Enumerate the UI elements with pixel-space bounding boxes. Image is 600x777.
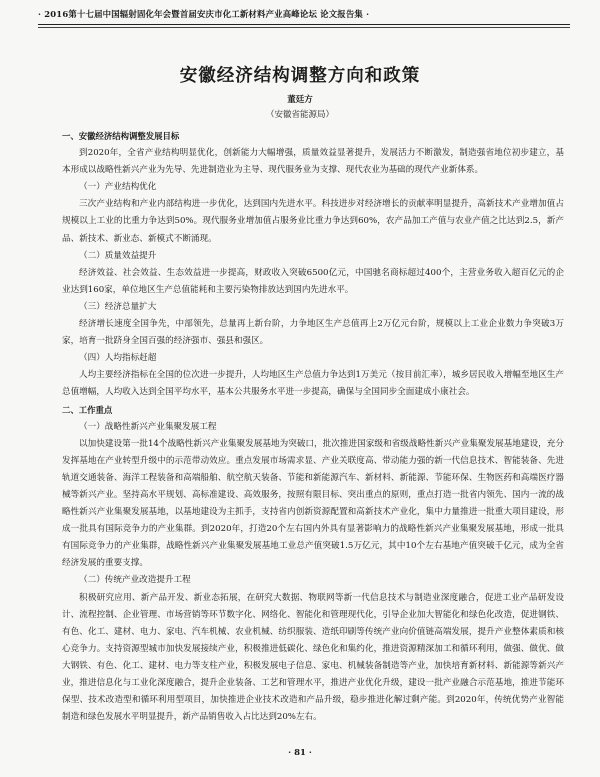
paragraph: 经济效益、社会效益、生态效益进一步提高，财政收入突破6500亿元，中国驰名商标超过400个，主营业务收入超百亿元的企业达到160家，单位地区生产总值能耗和主要污染物排放达到国内先进水平。 <box>62 267 564 295</box>
paragraph: 以加快建设第一批14个战略性新兴产业集聚发展基地为突破口，批次推进国家级和省级战略性新兴产业集聚发展基地建设，充分发挥基地在产业转型升级中的示范带动效应。重点发展市场需求显、产业关联度高、带动能力强的新一代信息技术、智能装备、先进轨道交通装备、海洋工程装备和高端船舶、航空航天装备、节能和新能源汽车、新材料、新能源、节能环保、生物医药和高端医疗器械等新兴产业。坚持高水平规划、高标准建设、高效服务，按照有限目标、突出重点的原则，重点打造一批省内领先、国内一流的战略性新兴产业集聚发展基地，以基地建设为主抓手，支持省内创新资源配置和高新技术产业化，集中力量推进一批重大项目建设，形成一批具有国际竞争力的产业集群。到2020年，打造20个左右国内外具有显著影响力的战略性新兴产业集聚发展基地，形成一批具有国际竞争力的产业集群，战略性新兴产业集聚发展基地工业总产值突破1.5万亿元，其中10个左右基地产值突破千亿元，成为全省经济发展的重要支撑。 <box>62 438 564 569</box>
article-affiliation: （安徽省能源局） <box>265 110 334 120</box>
running-header: · 2016第十七届中国辐射固化年会暨首届安庆市化工新材料产业高峰论坛 论文报告集 · <box>38 9 370 19</box>
subsection-heading: （一）产业结构优化 <box>79 182 157 193</box>
section-heading: 一、安徽经济结构调整发展目标 <box>62 131 180 141</box>
subsection-heading: （二）传统产业改造提升工程 <box>79 575 191 586</box>
subsection-heading: （一）战略性新兴产业集聚发展工程 <box>79 421 217 432</box>
article-author: 董廷方 <box>287 95 313 105</box>
header-rule-thin <box>38 27 570 28</box>
subsection-heading: （三）经济总量扩大 <box>79 301 157 312</box>
section-heading: 二、工作重点 <box>62 404 113 415</box>
page-number: · 81 · <box>288 748 312 758</box>
paragraph: 人均主要经济指标在全国的位次进一步提升，人均地区生产总值力争达到1万美元（按目前汇率），城乡居民收入增幅至地区生产总值增幅，人均收入达到全国平均水平，基本公共服务水平进一步提高，确保与全国同步全面建成小康社会。 <box>62 370 564 398</box>
paragraph: 积极研究应用、新产品开发、新业态拓展，在研究大数据、物联网等新一代信息技术与制造业深度融合，促进工业产品研发设计、流程控制、企业管理、市场营销等环节数字化、网络化、智能化和管理现代化，引导企业加大智能化和绿色化改造，促进钢铁、有色、化工、建材、电力、家电、汽车机械、农业机械、纺织服装、造纸印刷等传统产业向价值链高端发展，提升产业整体素质和核心竞争力。支持资源型城市加快发展接续产业，积极推进低碳化、绿色化和集约化，推进资源精深加工和循环利用，做强、做优、做大钢铁、有色、化工、建材、电力等支柱产业，积极发展电子信息、家电、机械装备制造等产业，加快培育新材料、新能源等新兴产业，推进信息化与工业化深度融合，提升企业装备、工艺和管理水平，推进产业优化升级，建设一批产业融合示范基地，推进节能环保型、技术改造型和循环利用型项目，加快推进企业技术改造和产品升级，稳步推进化解过剩产能。到2020年，传统优势产业智能制造和绿色发展水平明显提升，新产品销售收入占比达到20%左右。 <box>62 592 564 723</box>
subsection-heading: （四）人均指标赶超 <box>79 353 157 364</box>
article-title: 安徽经济结构调整方向和政策 <box>179 66 421 86</box>
paragraph: 到2020年，全省产业结构明显优化，创新能力大幅增强，质量效益显著提升，发展活力不断激发，制造强省地位初步建立，基本形成以战略性新兴产业为先导、先进制造业为主导、现代服务业为支撑、现代农业为基础的现代产业新体系。 <box>62 148 564 176</box>
paragraph: 三次产业结构和产业内部结构进一步优化，达到国内先进水平。科技进步对经济增长的贡献率明显提升，高新技术产业增加值占规模以上工业的比重力争达到50%。现代服务业增加值占服务业比重力争达到60%，农产品加工产值与农业产值之比达到2.5，新产品、新技术、新业态、新模式不断涌现。 <box>62 199 564 244</box>
paragraph: 经济增长速度全国争先，中部领先，总量再上新台阶，力争地区生产总值再上2万亿元台阶，规模以上工业企业数力争突破3万家，培育一批跻身全国百强的经济强市、强县和强区。 <box>62 319 564 347</box>
subsection-heading: （二）质量效益提升 <box>79 250 157 261</box>
article-body <box>62 128 564 726</box>
header-rule <box>38 24 570 25</box>
